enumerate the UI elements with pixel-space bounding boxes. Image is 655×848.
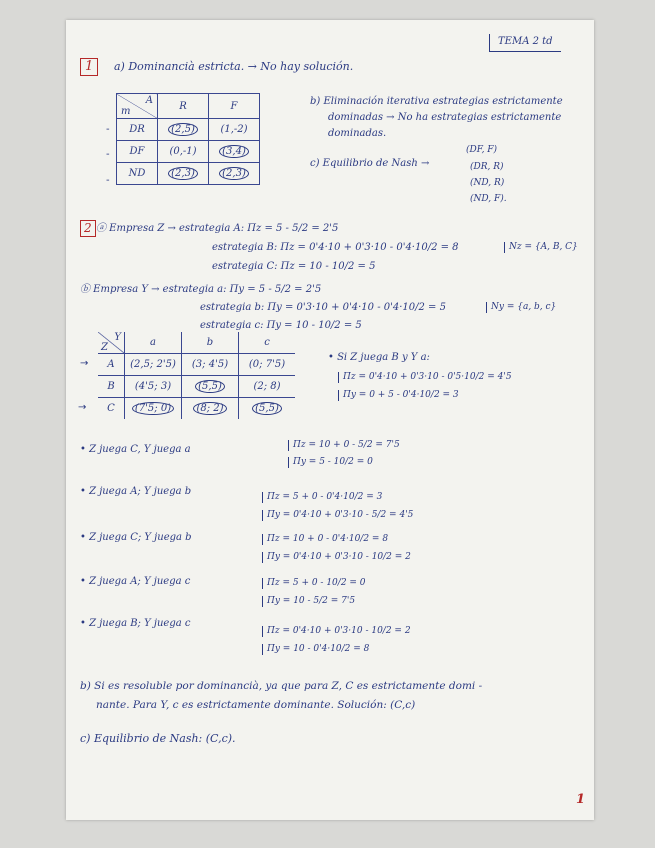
nash-equilibrium: (ND, F). [470,194,507,204]
case-3-py: Πy = 0'4·10 + 0'3·10 - 10/2 = 2 [262,552,411,563]
ex1-part-c: c) Equilibrio de Nash → [310,158,430,169]
ex1-cell: (2,3) [219,167,249,180]
table-row [117,163,260,185]
ex1-corner-top: A [145,95,153,106]
ex2-part-b-line2: nante. Para Y, c es estrictamente dominante. Solución: (C,c) [96,699,416,711]
ex1-part-b-line1: b) Eliminación iterativa estrategias estrictamente [310,96,563,107]
case-2-py: Πy = 0'4·10 + 0'3·10 - 5/2 = 4'5 [262,510,413,521]
ex1-part-b-line2: dominadas → No ha estrategias estrictamente [328,112,562,123]
ex1-cell: (1,-2) [209,119,260,141]
case-1-pz: Πz = 10 + 0 - 5/2 = 7'5 [288,440,400,451]
case-3-pz: Πz = 10 + 0 - 0'4·10/2 = 8 [262,534,388,545]
ex1-col-header: R [158,94,209,119]
ex2-row-label: A [98,354,125,376]
row-tick-mark: - [106,149,110,160]
case-4-py: Πy = 10 - 5/2 = 7'5 [262,596,355,607]
case-4-pz: Πz = 5 + 0 - 10/2 = 0 [262,578,366,589]
y-strategy-b: estrategia b: Πy = 0'3·10 + 0'4·10 - 0'4·10/2 = 5 [200,302,446,313]
tema-header: TEMA 2 td [489,34,561,52]
case-3-title: • Z juega C; Y juega b [80,532,192,543]
ex2-cell: (5,5) [195,380,225,393]
case-4-title: • Z juega A; Y juega c [80,576,191,587]
ex1-row-label: DR [117,119,158,141]
ex1-payoff-table [116,93,260,185]
ex2-part-c: c) Equilibrio de Nash: (C,c). [80,732,236,745]
page-number: 1 [576,792,586,807]
ex1-part-a: a) Dominancià estricta. → No hay solución. [114,60,354,73]
ex2-cell: (8; 2) [193,402,226,415]
ex1-cell: (2,3) [168,167,198,180]
y-result: Ny = {a, b, c} [486,302,556,313]
ex2-corner-bottom: Z [101,342,108,353]
ex2-cell: (2,5; 2'5) [125,354,182,376]
row-tick-mark: - [106,175,110,186]
exercise-2-number: 2 [80,220,96,237]
ex2-cell: (5,5) [252,402,282,415]
table-row [98,354,295,376]
z-b-y-a-title: • Si Z juega B y Y a: [328,352,430,363]
ex2-cell: (3; 4'5) [182,354,239,376]
row-tick-mark: - [106,124,110,135]
case-5-py: Πy = 10 - 0'4·10/2 = 8 [262,644,369,655]
ex1-corner-bottom: m [121,106,131,117]
z-result: Nz = {A, B, C} [504,242,578,253]
ex2-cell: (7'5; 0) [132,402,174,415]
z-strategy-c: estrategia C: Πz = 10 - 10/2 = 5 [212,261,376,272]
ex2-part-b-line1: b) Si es resoluble por dominancià, ya que para Z, C es estrictamente domi - [80,680,483,692]
nash-equilibrium: (ND, R) [470,178,505,188]
y-strategy-c: estrategia c: Πy = 10 - 10/2 = 5 [200,320,362,331]
ex2-col-header: b [182,332,239,354]
table-row [98,398,295,420]
ex2-cell: (4'5; 3) [125,376,182,398]
z-b-y-a-py: Πy = 0 + 5 - 0'4·10/2 = 3 [338,390,459,401]
case-2-pz: Πz = 5 + 0 - 0'4·10/2 = 3 [262,492,382,503]
ex2-cell: (0; 7'5) [239,354,296,376]
ex2-col-header: a [125,332,182,354]
y-strategy-a: ⓑ Empresa Y → estrategia a: Πy = 5 - 5/2 = 2'5 [80,284,322,295]
table-row [117,119,260,141]
ex1-row-label: ND [117,163,158,185]
ex2-row-label: B [98,376,125,398]
ex2-corner-top: Y [114,332,121,343]
ex2-payoff-table [98,332,295,419]
arrow-icon: → [80,358,89,369]
z-strategy-a: ⓐ Empresa Z → estrategia A: Πz = 5 - 5/2 = 2'5 [96,223,339,234]
ex2-cell: (2; 8) [239,376,296,398]
case-1-title: • Z juega C, Y juega a [80,444,191,455]
ex2-col-header: c [239,332,296,354]
ex1-part-b-line3: dominadas. [328,128,387,139]
arrow-icon: → [78,402,87,413]
table-row [98,376,295,398]
case-2-title: • Z juega A; Y juega b [80,486,192,497]
case-5-pz: Πz = 0'4·10 + 0'3·10 - 10/2 = 2 [262,626,411,637]
exercise-1-number: 1 [80,58,98,76]
nash-equilibrium: (DF, F) [466,145,498,155]
notebook-page [66,20,594,820]
ex1-cell: (0,-1) [158,141,209,163]
ex2-row-label: C [98,398,125,420]
case-1-py: Πy = 5 - 10/2 = 0 [288,457,373,468]
ex1-col-header: F [209,94,260,119]
table-row [117,141,260,163]
ex1-row-label: DF [117,141,158,163]
z-strategy-b: estrategia B: Πz = 0'4·10 + 0'3·10 - 0'4·10/2 = 8 [212,242,459,253]
case-5-title: • Z juega B; Y juega c [80,618,191,629]
ex1-cell: (3,4) [219,145,249,158]
ex1-cell: (2,5) [168,123,198,136]
nash-equilibrium: (DR, R) [470,162,504,172]
z-b-y-a-pz: Πz = 0'4·10 + 0'3·10 - 0'5·10/2 = 4'5 [338,372,512,383]
